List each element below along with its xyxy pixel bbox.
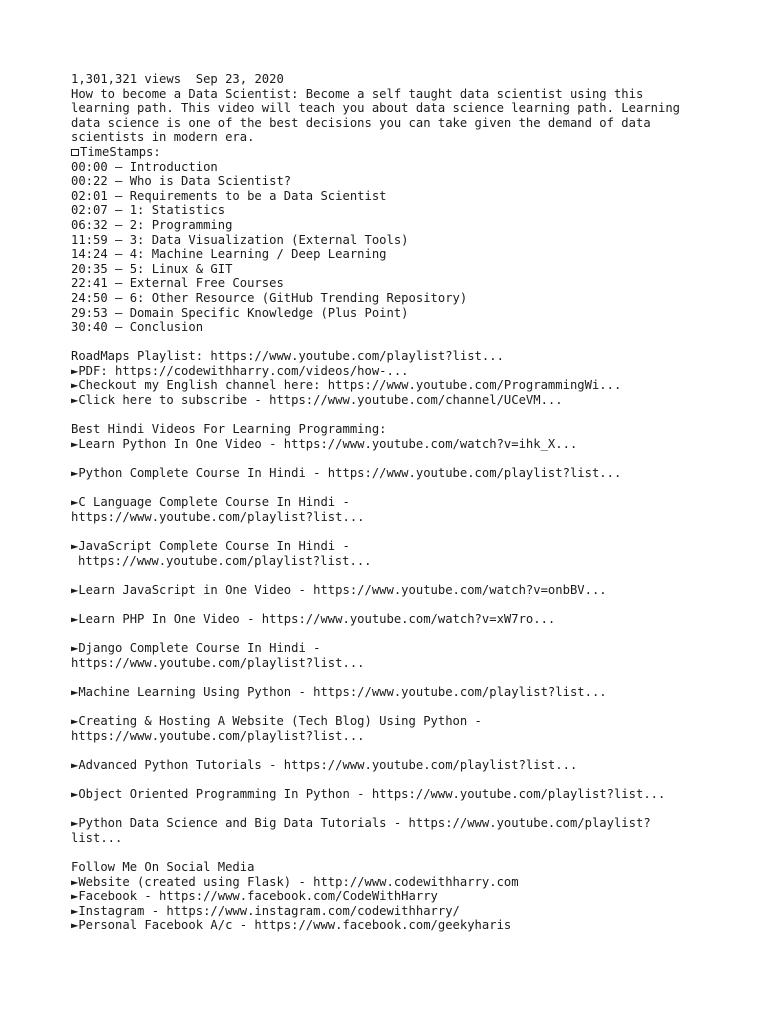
description-line: data science is one of the best decisions you can take given the demand of data — [71, 115, 651, 130]
timestamp-link-linux-git[interactable]: 20:35 – 5: Linux & GIT — [71, 261, 233, 276]
timestamp-link-who-is-data-scientist[interactable]: 00:22 – Who is Data Scientist? — [71, 174, 292, 189]
timestamp-link-requirements[interactable]: 02:01 – Requirements to be a Data Scientist — [71, 188, 387, 203]
view-count: 1,301,321 views — [71, 72, 182, 86]
timestamp-link-other-resource[interactable]: 24:50 – 6: Other Resource (GitHub Trending Repository) — [71, 290, 468, 305]
spacer — [71, 335, 711, 350]
website-course-link[interactable]: https://www.youtube.com/playlist?list... — [71, 728, 365, 743]
spacer — [71, 568, 711, 583]
advanced-python-link[interactable]: ►Advanced Python Tutorials - https://www.youtube.com/playlist?list... — [71, 757, 578, 772]
data-science-link[interactable]: ►Python Data Science and Big Data Tutorials - https://www.youtube.com/playlist? — [71, 816, 651, 831]
description-line: learning path. This video will teach you about data science learning path. Learning — [71, 101, 681, 116]
spacer — [71, 481, 711, 496]
spacer — [71, 802, 711, 817]
facebook-link[interactable]: ►Facebook - https://www.facebook.com/CodeWithHarry — [71, 889, 438, 904]
spacer — [71, 451, 711, 466]
timestamp-link-machine-learning[interactable]: 14:24 – 4: Machine Learning / Deep Learning — [71, 247, 387, 262]
spacer — [71, 743, 711, 758]
python-course-link[interactable]: ►Python Complete Course In Hindi - https://www.youtube.com/playlist?list... — [71, 466, 622, 481]
spacer — [71, 597, 711, 612]
english-channel-link[interactable]: ►Checkout my English channel here: https://www.youtube.com/ProgrammingWi... — [71, 378, 622, 393]
timestamp-link-introduction[interactable]: 00:00 – Introduction — [71, 159, 218, 174]
django-course-label: ►Django Complete Course In Hindi - — [71, 641, 321, 656]
pdf-link[interactable]: ►PDF: https://codewithharry.com/videos/how-... — [71, 363, 409, 378]
roadmaps-link[interactable]: RoadMaps Playlist: https://www.youtube.com/playlist?list... — [71, 349, 504, 364]
timestamp-link-programming[interactable]: 06:32 – 2: Programming — [71, 217, 233, 232]
video-description-document — [71, 72, 711, 933]
spacer — [71, 845, 711, 860]
php-one-video-link[interactable]: ►Learn PHP In One Video - https://www.youtube.com/watch?v=xW7ro... — [71, 611, 556, 626]
timestamp-link-external-free-courses[interactable]: 22:41 – External Free Courses — [71, 276, 284, 291]
timestamps-heading-text: TimeStamps: — [80, 144, 161, 159]
timestamp-link-conclusion[interactable]: 30:40 – Conclusion — [71, 320, 204, 335]
website-link[interactable]: ►Website (created using Flask) - http://www.codewithharry.com — [71, 874, 519, 889]
social-heading: Follow Me On Social Media — [71, 860, 255, 875]
spacer — [71, 773, 711, 788]
c-course-link[interactable]: https://www.youtube.com/playlist?list... — [71, 509, 365, 524]
box-icon — [71, 149, 79, 156]
spacer — [71, 408, 711, 423]
js-course-link[interactable]: https://www.youtube.com/playlist?list... — [78, 553, 372, 568]
hindi-videos-heading: Best Hindi Videos For Learning Programming: — [71, 422, 387, 437]
publish-date: Sep 23, 2020 — [195, 72, 284, 86]
js-course-label: ►JavaScript Complete Course In Hindi - — [71, 539, 350, 553]
python-one-video-link[interactable]: ►Learn Python In One Video - https://www.youtube.com/watch?v=ihk_X... — [71, 436, 578, 451]
oop-python-link[interactable]: ►Object Oriented Programming In Python - https://www.youtube.com/playlist?list... — [71, 787, 666, 802]
spacer — [71, 524, 711, 539]
ml-python-link[interactable]: ►Machine Learning Using Python - https://www.youtube.com/playlist?list... — [71, 684, 607, 699]
c-course-label: ►C Language Complete Course In Hindi - — [71, 495, 350, 510]
subscribe-link[interactable]: ►Click here to subscribe - https://www.youtube.com/channel/UCeVM... — [71, 393, 563, 408]
timestamp-link-statistics[interactable]: 02:07 – 1: Statistics — [71, 203, 226, 218]
django-course-link[interactable]: https://www.youtube.com/playlist?list... — [71, 655, 365, 670]
data-science-link-continued[interactable]: list... — [71, 830, 123, 845]
spacer — [71, 670, 711, 685]
instagram-link[interactable]: ►Instagram - https://www.instagram.com/codewithharry/ — [71, 903, 460, 918]
timestamps-heading — [71, 145, 711, 160]
spacer — [71, 627, 711, 642]
js-one-video-link[interactable]: ►Learn JavaScript in One Video - https://www.youtube.com/watch?v=onbBV... — [71, 582, 607, 597]
website-course-label: ►Creating & Hosting A Website (Tech Blog) Using Python - — [71, 714, 482, 729]
views-date-line — [71, 72, 711, 87]
personal-facebook-link[interactable]: ►Personal Facebook A/c - https://www.facebook.com/geekyharis — [71, 918, 512, 933]
timestamp-link-domain-knowledge[interactable]: 29:53 – Domain Specific Knowledge (Plus Point) — [71, 305, 409, 320]
spacer — [71, 700, 711, 715]
timestamp-link-data-visualization[interactable]: 11:59 – 3: Data Visualization (External Tools) — [71, 232, 409, 247]
description-line: scientists in modern era. — [71, 130, 255, 145]
description-line: How to become a Data Scientist: Become a self taught data scientist using this — [71, 86, 644, 101]
